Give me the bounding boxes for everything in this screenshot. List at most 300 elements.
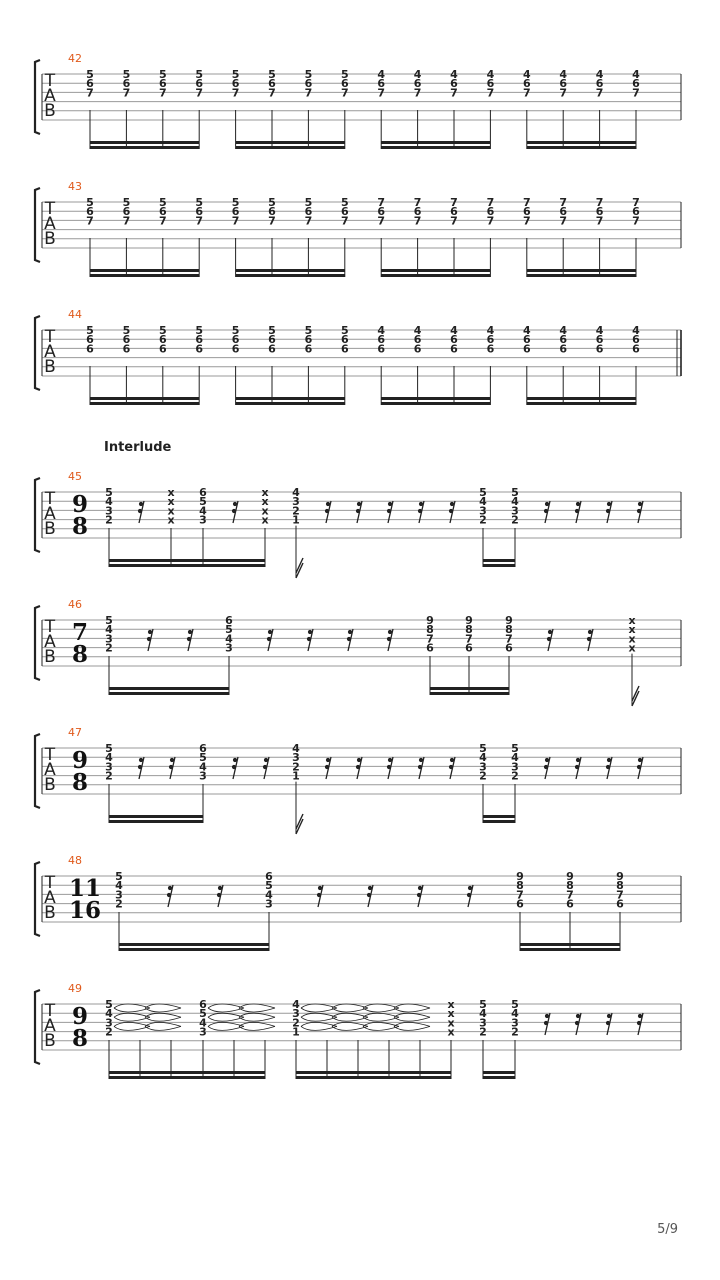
tie-arc [239, 1008, 275, 1012]
rest-dot [575, 509, 579, 513]
fret-number: 7 [505, 632, 513, 646]
tab-clef-letter: B [44, 101, 56, 121]
fret-number: x [261, 495, 269, 509]
beam [483, 820, 515, 823]
fret-number: 6 [231, 333, 240, 347]
fret-number: 9 [465, 614, 473, 627]
fret-number: 7 [486, 196, 495, 209]
fret-number: 4 [511, 495, 519, 509]
rest-dot [449, 509, 453, 513]
rest-dot [367, 893, 371, 897]
fret-number: 4 [292, 742, 300, 755]
rest-dot [138, 765, 142, 769]
tab-clef-letter: B [44, 903, 56, 923]
tie-arc [301, 1026, 337, 1030]
fret-number: 9 [426, 614, 434, 627]
time-signature-numerator: 11 [68, 875, 102, 902]
rest-dot [606, 509, 610, 513]
fret-number: 5 [158, 196, 167, 209]
fret-number: x [447, 1007, 455, 1021]
fret-number: 9 [566, 870, 574, 883]
fret-number: 2 [115, 897, 123, 911]
fret-number: 5 [195, 196, 204, 209]
fret-number: x [628, 632, 636, 646]
tie-arc [208, 1017, 244, 1021]
fret-number: 6 [465, 641, 473, 655]
beam [119, 943, 269, 946]
rest-dot [575, 1021, 579, 1025]
beam [119, 948, 269, 951]
beam [236, 269, 345, 272]
rest-dot [325, 765, 329, 769]
fret-number: 6 [158, 333, 167, 347]
tab-clef-letter: B [44, 519, 56, 539]
fret-number: 7 [616, 888, 624, 902]
tie-arc [145, 1013, 181, 1017]
tab-clef-letter: T [44, 71, 56, 91]
fret-number: 7 [450, 196, 458, 209]
fret-number: 6 [559, 342, 568, 356]
fret-number: 3 [199, 513, 207, 527]
rest-dot [576, 1014, 580, 1018]
rest-dot [170, 758, 174, 762]
time-signature-denominator: 8 [71, 1025, 89, 1052]
rest-dot [548, 630, 552, 634]
fret-number: 6 [522, 342, 531, 356]
beam [381, 269, 490, 272]
rest-dot [148, 630, 152, 634]
tie-arc [363, 1022, 399, 1026]
fret-number: 7 [516, 888, 524, 902]
fret-number: 8 [516, 879, 524, 893]
fret-number: 7 [632, 214, 640, 228]
beam [109, 815, 203, 818]
tie-arc [239, 1022, 275, 1026]
tie-arc [208, 1004, 244, 1008]
beam [90, 274, 199, 277]
fret-number: 7 [559, 196, 568, 209]
rest-dot [138, 509, 142, 513]
tie-arc [114, 1022, 150, 1026]
fret-number: 6 [486, 205, 495, 219]
fret-number: 5 [304, 324, 313, 337]
tie-arc [394, 1008, 430, 1012]
fret-number: 3 [479, 760, 487, 774]
fret-number: 6 [450, 333, 458, 347]
beam [296, 1071, 451, 1074]
fret-number: 4 [105, 751, 113, 765]
fret-number: 4 [486, 68, 495, 81]
tie-arc [145, 1008, 181, 1012]
fret-number: 7 [522, 86, 531, 100]
beam [109, 692, 229, 695]
fret-number: 5 [86, 68, 94, 81]
rest-dot [356, 509, 360, 513]
fret-number: 8 [566, 879, 574, 893]
fret-number: 4 [511, 1007, 519, 1021]
tie-arc [239, 1004, 275, 1008]
fret-number: 5 [479, 998, 487, 1011]
tie-arc [301, 1022, 337, 1026]
fret-number: 5 [231, 68, 240, 81]
fret-number: 6 [377, 333, 386, 347]
beam [483, 815, 515, 818]
fret-number: x [261, 504, 269, 518]
fret-number: 3 [105, 1016, 113, 1030]
beam [381, 397, 490, 400]
rest-dot [607, 758, 611, 762]
beam [527, 397, 636, 400]
measure-number: 42 [68, 52, 82, 65]
tie-arc [332, 1026, 368, 1030]
fret-number: 5 [195, 68, 204, 81]
tie-arc [208, 1008, 244, 1012]
rest-dot [419, 758, 423, 762]
fret-number: 6 [522, 77, 531, 91]
fret-number: 1 [292, 1025, 300, 1039]
fret-number: 6 [195, 77, 204, 91]
beam [90, 141, 199, 144]
tie-arc [301, 1004, 337, 1008]
fret-number: 5 [86, 324, 94, 337]
fret-number: 4 [115, 879, 123, 893]
fret-number: 5 [479, 742, 487, 755]
fret-number: 7 [486, 86, 495, 100]
fret-number: 7 [158, 214, 167, 228]
fret-number: 7 [268, 86, 276, 100]
fret-number: 4 [559, 68, 568, 81]
fret-number: 4 [265, 888, 273, 902]
tie-arc [394, 1013, 430, 1017]
tab-clef-letter: B [44, 357, 56, 377]
system-bracket [35, 188, 40, 262]
fret-number: 4 [199, 1016, 207, 1030]
fret-number: 7 [413, 196, 422, 209]
fret-number: 9 [505, 614, 513, 627]
fret-number: 2 [479, 769, 487, 783]
beam [430, 692, 509, 695]
fret-number: 6 [413, 77, 422, 91]
fret-number: 4 [105, 1007, 113, 1021]
time-signature-denominator: 8 [71, 513, 89, 540]
fret-number: 4 [522, 324, 531, 337]
rest-dot [418, 886, 422, 890]
fret-number: 4 [225, 632, 233, 646]
rest-dot [233, 502, 237, 506]
beam [527, 146, 636, 149]
fret-number: 7 [450, 86, 458, 100]
fret-number: 7 [340, 214, 349, 228]
fret-number: 5 [199, 751, 207, 765]
time-signature-denominator: 8 [71, 641, 89, 668]
fret-number: 5 [199, 1007, 207, 1021]
tie-arc [332, 1004, 368, 1008]
system-bracket [35, 990, 40, 1064]
tie-arc [332, 1013, 368, 1017]
tie-arc [145, 1026, 181, 1030]
fret-number: 5 [105, 614, 113, 627]
tab-clef-letter: T [44, 617, 56, 637]
fret-number: 4 [595, 68, 604, 81]
measure-number: 44 [68, 308, 82, 321]
fret-number: 4 [479, 495, 487, 509]
tab-clef-letter: B [44, 647, 56, 667]
fret-number: 7 [566, 888, 574, 902]
fret-number: 7 [559, 214, 568, 228]
rest-dot [637, 1021, 641, 1025]
fret-number: 6 [595, 205, 604, 219]
fret-number: x [628, 614, 636, 627]
fret-number: 5 [268, 68, 276, 81]
rest-dot [387, 637, 391, 641]
tie-arc [332, 1017, 368, 1021]
fret-number: 4 [559, 324, 568, 337]
fret-number: 4 [511, 751, 519, 765]
fret-number: 6 [86, 342, 94, 356]
beam [90, 402, 199, 405]
fret-number: 3 [265, 897, 273, 911]
fret-number: 6 [122, 342, 131, 356]
fret-number: 7 [413, 86, 422, 100]
beam [381, 141, 490, 144]
fret-number: 5 [265, 879, 273, 893]
fret-number: x [628, 623, 636, 637]
fret-number: 1 [292, 513, 300, 527]
fret-number: 7 [158, 86, 167, 100]
fret-number: 2 [511, 1025, 519, 1039]
fret-number: 4 [292, 998, 300, 1011]
fret-number: 8 [616, 879, 624, 893]
system-bracket [35, 734, 40, 808]
fret-number: 4 [199, 504, 207, 518]
fret-number: 2 [105, 513, 113, 527]
fret-number: 6 [450, 205, 458, 219]
fret-number: 6 [231, 77, 240, 91]
tab-clef-letter: B [44, 229, 56, 249]
fret-number: 2 [105, 769, 113, 783]
fret-number: 5 [340, 324, 349, 337]
fret-number: 6 [231, 205, 240, 219]
fret-number: 6 [340, 205, 349, 219]
fret-number: 3 [115, 888, 123, 902]
fret-number: 2 [511, 513, 519, 527]
fret-number: 6 [86, 333, 94, 347]
rest-dot [368, 886, 372, 890]
fret-number: 5 [86, 196, 94, 209]
beam [483, 559, 515, 562]
rest-dot [308, 630, 312, 634]
system-bracket [35, 478, 40, 552]
beam [381, 274, 490, 277]
fret-number: 7 [377, 196, 386, 209]
time-signature-numerator: 9 [71, 747, 89, 774]
fret-number: 6 [595, 342, 604, 356]
fret-number: 5 [122, 68, 131, 81]
rest-dot [544, 765, 548, 769]
fret-number: 6 [195, 205, 204, 219]
fret-number: 5 [105, 998, 113, 1011]
beam [109, 559, 265, 562]
tie-arc [208, 1013, 244, 1017]
fret-number: 7 [426, 632, 434, 646]
fret-number: 7 [595, 196, 604, 209]
fret-number: 6 [158, 205, 167, 219]
tie-arc [363, 1004, 399, 1008]
fret-number: x [167, 504, 175, 518]
fret-number: 5 [158, 68, 167, 81]
tab-clef-letter: T [44, 745, 56, 765]
fret-number: 7 [377, 214, 386, 228]
tab-clef-letter: A [44, 342, 56, 362]
fret-number: 6 [632, 342, 640, 356]
fret-number: 7 [195, 86, 204, 100]
rest-dot [637, 509, 641, 513]
fret-number: 6 [559, 333, 568, 347]
fret-number: 4 [632, 324, 640, 337]
fret-number: 6 [595, 77, 604, 91]
fret-number: 6 [486, 333, 495, 347]
rest-dot [638, 502, 642, 506]
fret-number: 4 [450, 324, 458, 337]
fret-number: 8 [426, 623, 434, 637]
fret-number: 7 [450, 214, 458, 228]
fret-number: 3 [105, 760, 113, 774]
tie-arc [332, 1022, 368, 1026]
rest-dot [232, 509, 236, 513]
rest-dot [169, 765, 173, 769]
fret-number: 4 [522, 68, 531, 81]
tie-arc [239, 1013, 275, 1017]
rest-dot [544, 509, 548, 513]
rest-dot [449, 765, 453, 769]
system-bracket [35, 60, 40, 134]
beam [483, 1071, 515, 1074]
fret-number: 2 [511, 769, 519, 783]
tie-arc [114, 1004, 150, 1008]
beam [520, 948, 620, 951]
rest-dot [575, 765, 579, 769]
fret-number: 5 [340, 68, 349, 81]
fret-number: 6 [304, 333, 313, 347]
rest-dot [387, 765, 391, 769]
fret-number: 6 [122, 77, 131, 91]
fret-number: 5 [511, 742, 519, 755]
fret-number: 7 [486, 214, 495, 228]
rest-dot [264, 758, 268, 762]
fret-number: 1 [292, 769, 300, 783]
fret-number: 6 [413, 333, 422, 347]
beam [109, 687, 229, 690]
fret-number: 2 [105, 1025, 113, 1039]
rest-dot [167, 893, 171, 897]
rest-dot [576, 502, 580, 506]
fret-number: 5 [115, 870, 123, 883]
tie-arc [301, 1017, 337, 1021]
rest-dot [218, 886, 222, 890]
beam [90, 146, 199, 149]
fret-number: 5 [105, 742, 113, 755]
tie-arc [145, 1022, 181, 1026]
fret-number: 6 [122, 205, 131, 219]
tab-clef-letter: A [44, 504, 56, 524]
tab-clef-letter: A [44, 888, 56, 908]
rest-dot [233, 758, 237, 762]
fret-number: 5 [158, 324, 167, 337]
fret-number: 5 [479, 486, 487, 499]
fret-number: 6 [377, 77, 386, 91]
tab-clef-letter: T [44, 199, 56, 219]
tie-arc [363, 1026, 399, 1030]
fret-number: 6 [86, 205, 94, 219]
fret-number: 3 [479, 504, 487, 518]
fret-number: 6 [195, 342, 204, 356]
rest-dot [607, 502, 611, 506]
tab-clef-letter: A [44, 632, 56, 652]
fret-number: x [447, 998, 455, 1011]
fret-number: 6 [413, 205, 422, 219]
measure-number: 45 [68, 470, 82, 483]
fret-number: 5 [199, 495, 207, 509]
rest-dot [606, 765, 610, 769]
fret-number: 6 [195, 333, 204, 347]
rest-dot [417, 893, 421, 897]
rest-dot [638, 1014, 642, 1018]
measure-number: 47 [68, 726, 82, 739]
rest-dot [139, 502, 143, 506]
fret-number: 5 [340, 196, 349, 209]
rest-dot [607, 1014, 611, 1018]
fret-number: 3 [105, 632, 113, 646]
beam [109, 564, 265, 567]
beam [527, 274, 636, 277]
tab-clef-letter: A [44, 214, 56, 234]
tie-arc [114, 1008, 150, 1012]
fret-number: x [261, 486, 269, 499]
fret-number: 5 [511, 998, 519, 1011]
rest-dot [387, 509, 391, 513]
fret-number: 3 [292, 1007, 300, 1021]
fret-number: 7 [122, 214, 131, 228]
tie-arc [114, 1026, 150, 1030]
rest-dot [547, 637, 551, 641]
tie-arc [239, 1017, 275, 1021]
fret-number: 4 [595, 324, 604, 337]
fret-number: 4 [105, 623, 113, 637]
fret-number: 6 [199, 742, 207, 755]
beam [520, 943, 620, 946]
beam [296, 1076, 451, 1079]
fret-number: 6 [268, 77, 276, 91]
fret-number: 7 [304, 214, 313, 228]
beam [527, 269, 636, 272]
fret-number: 7 [231, 86, 240, 100]
fret-number: 6 [268, 333, 276, 347]
beam [90, 397, 199, 400]
tab-clef-letter: A [44, 760, 56, 780]
rest-dot [307, 637, 311, 641]
rest-dot [147, 637, 151, 641]
tie-arc [332, 1008, 368, 1012]
measure-number: 43 [68, 180, 82, 193]
fret-number: 4 [479, 751, 487, 765]
rest-dot [326, 758, 330, 762]
fret-number: 3 [479, 1016, 487, 1030]
rest-dot [576, 758, 580, 762]
rest-dot [638, 758, 642, 762]
fret-number: 7 [413, 214, 422, 228]
rest-dot [232, 765, 236, 769]
fret-number: 5 [225, 623, 233, 637]
